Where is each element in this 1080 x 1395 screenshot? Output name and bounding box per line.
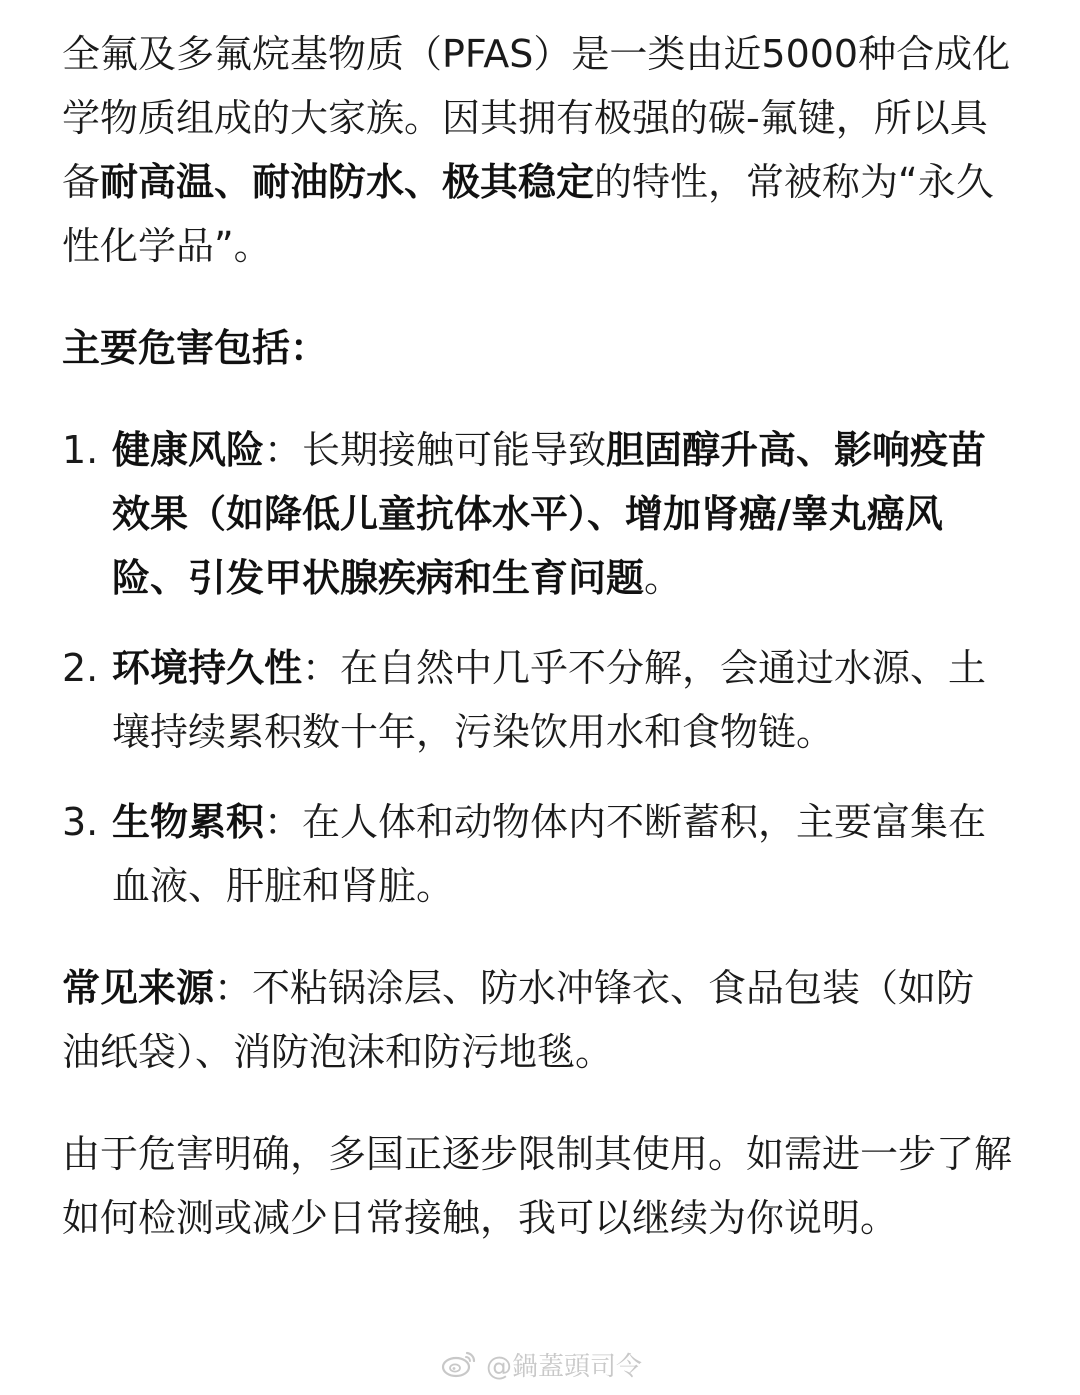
hazard-label: 环境持久性	[112, 646, 303, 690]
hazard-number: 1.	[62, 428, 99, 472]
closing-paragraph: 由于危害明确，多国正逐步限制其使用。如需进一步了解如何检测或减少日常接触，我可以继续为你说明。	[62, 1132, 1013, 1240]
hazard-item-environment	[62, 636, 1012, 764]
hazard-item-health	[62, 418, 1012, 610]
hazard-item-bioaccumulation	[62, 790, 1012, 918]
hazard-text: ：在人体和动物体内不断蓄积，主要富集在血液、肝脏和肾脏。	[112, 800, 987, 908]
sources-label: 常见来源	[62, 966, 215, 1010]
sources-paragraph	[62, 956, 1012, 1084]
hazard-tail: 。	[644, 556, 683, 600]
intro-lead: 全氟及多氟烷基物质（PFAS）是一类由近5000种合成化学物质组成的大家族。因其拥有极强的碳-氟键，所以具备	[62, 32, 1011, 204]
hazard-text: ：在自然中几乎不分解，会通过水源、土壤持续累积数十年，污染饮用水和食物链。	[112, 646, 987, 754]
intro-tail: 的特性，常被称为“永久性化学品”。	[62, 160, 994, 268]
sources-text: ：不粘锅涂层、防水冲锋衣、食品包装（如防油纸袋）、消防泡沫和防污地毯。	[62, 966, 975, 1074]
hazards-list	[62, 418, 1012, 918]
intro-paragraph	[62, 22, 1012, 278]
hazards-heading: 主要危害包括：	[62, 326, 329, 370]
hazard-number: 3.	[62, 800, 99, 844]
hazard-bold-text: 胆固醇升高、影响疫苗效果（如降低儿童抗体水平）、增加肾癌/睾丸癌风险、引发甲状腺疾病和生育问题	[112, 428, 987, 600]
watermark-text: @鍋蓋頭司令	[486, 1351, 643, 1382]
intro-bold-properties: 耐高温、耐油防水、极其稳定	[100, 160, 595, 204]
article-body	[62, 22, 1012, 1250]
hazard-number: 2.	[62, 646, 99, 690]
hazard-text: ：长期接触可能导致	[264, 428, 607, 472]
weibo-icon	[440, 1349, 478, 1379]
watermark	[440, 1344, 642, 1384]
hazard-label: 生物累积	[112, 800, 265, 844]
hazard-label: 健康风险	[112, 428, 265, 472]
